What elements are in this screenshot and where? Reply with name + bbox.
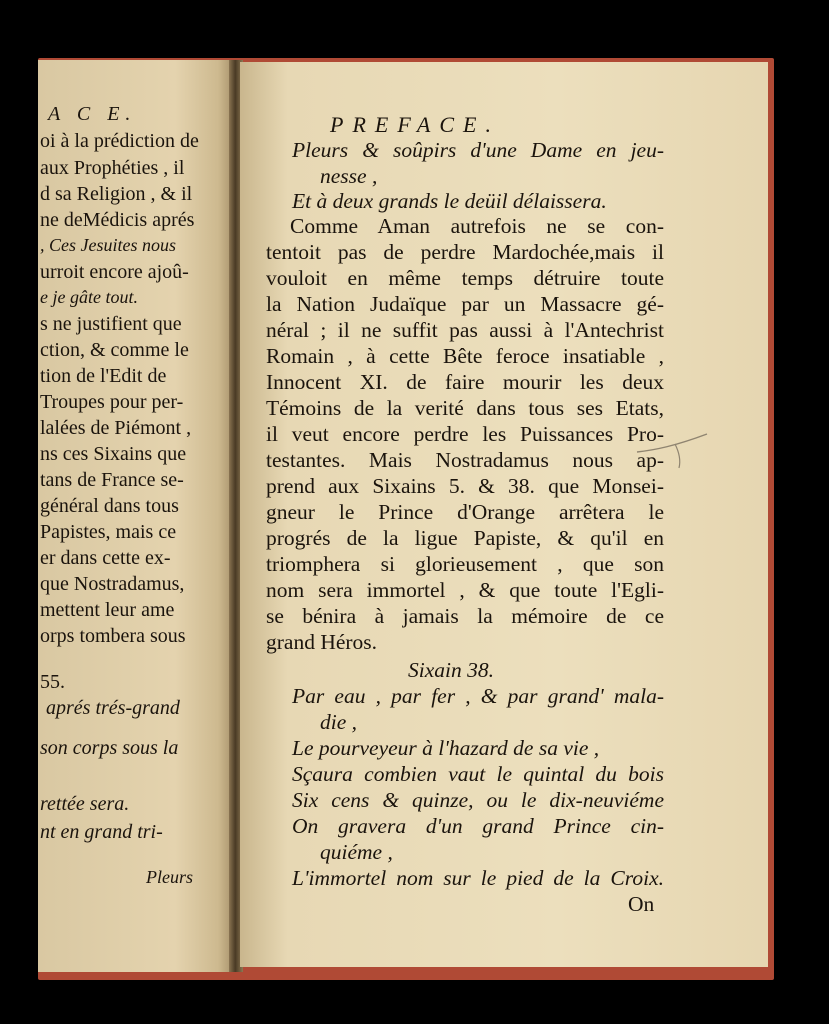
body-line: Romain , à cette Bête feroce insatiable ,: [266, 344, 664, 368]
verse-line: quiéme ,: [320, 840, 393, 864]
left-line: ction, & comme le: [40, 339, 189, 361]
left-line: orps tombera sous: [40, 625, 186, 647]
verse-line: nesse ,: [320, 164, 378, 188]
left-line: urroit encore ajoû-: [40, 261, 189, 283]
left-line: rettée sera.: [40, 793, 130, 815]
left-line: mettent leur ame: [40, 599, 175, 621]
left-line: général dans tous: [40, 495, 179, 517]
left-line: son corps sous la: [40, 737, 179, 759]
body-line: progrés de la ligue Papiste, & qu'il en: [266, 526, 664, 550]
left-line: ne deMédicis aprés: [40, 209, 195, 231]
left-line: d sa Religion , & il: [40, 183, 193, 205]
verse-line: Par eau , par fer , & par grand' mala-: [292, 684, 664, 708]
left-line: Papistes, mais ce: [40, 521, 177, 543]
verse-line: Pleurs & soûpirs d'une Dame en jeu-: [292, 138, 664, 162]
left-line: e je gâte tout.: [40, 287, 138, 307]
sixain-title: Sixain 38.: [408, 658, 494, 682]
verse-line: On gravera d'un grand Prince cin-: [292, 814, 664, 838]
body-line: grand Héros.: [266, 630, 378, 654]
body-line: Comme Aman autrefois ne se con-: [290, 214, 664, 238]
verse-line: Sçaura combien vaut le quintal du bois: [292, 762, 664, 786]
left-line: lalées de Piémont ,: [40, 417, 192, 439]
catchword: On: [628, 892, 655, 916]
body-line: nom sera immortel , & que toute l'Egli-: [266, 578, 664, 602]
left-line: , Ces Jesuites nous: [40, 235, 176, 255]
left-line: ns ces Sixains que: [40, 443, 187, 465]
verse-line: die ,: [320, 710, 358, 734]
left-line: 55.: [40, 671, 65, 693]
left-line: Troupes pour per-: [40, 391, 184, 413]
left-line: nt en grand tri-: [40, 821, 163, 843]
body-line: néral ; il ne suffit pas aussi à l'Antechrist: [266, 318, 664, 342]
right-page: [240, 62, 768, 967]
left-line: er dans cette ex-: [40, 547, 171, 569]
body-line: gneur le Prince d'Orange arrêtera le: [266, 500, 664, 524]
body-line: la Nation Judaïque par un Massacre gé-: [266, 292, 664, 316]
left-header: A C E.: [48, 103, 137, 125]
body-line: Innocent XI. de faire mourir les deux: [266, 370, 664, 394]
body-line: prend aux Sixains 5. & 38. que Monsei-: [266, 474, 664, 498]
page-header: PREFACE.: [330, 112, 500, 137]
body-line: il veut encore perdre les Puissances Pro-: [266, 422, 664, 446]
left-line: aprés trés-grand: [46, 697, 180, 719]
left-line: s ne justifient que: [40, 313, 182, 335]
pencil-mark: [635, 432, 715, 472]
left-line: tans de France se-: [40, 469, 184, 491]
body-line: Témoins de la verité dans tous ses Etats,: [266, 396, 664, 420]
left-line: oi à la prédiction de: [40, 130, 199, 152]
verse-line: L'immortel nom sur le pied de la Croix.: [292, 866, 664, 890]
verse-line: Et à deux grands le deüil délaissera.: [292, 189, 607, 213]
body-line: tentoit pas de perdre Mardochée,mais il: [266, 240, 664, 264]
left-page: [38, 60, 234, 972]
verse-line: Le pourveyeur à l'hazard de sa vie ,: [292, 736, 600, 760]
left-line: tion de l'Edit de: [40, 365, 167, 387]
body-line: testantes. Mais Nostradamus nous ap-: [266, 448, 664, 472]
body-line: se bénira à jamais la mémoire de ce: [266, 604, 664, 628]
verse-line: Six cens & quinze, ou le dix-neuviéme: [292, 788, 664, 812]
left-catchword: Pleurs: [146, 867, 193, 887]
left-line: aux Prophéties , il: [40, 157, 185, 179]
body-line: triomphera si glorieusement , que son: [266, 552, 664, 576]
left-line: que Nostradamus,: [40, 573, 185, 595]
body-line: vouloit en même temps détruire toute: [266, 266, 664, 290]
